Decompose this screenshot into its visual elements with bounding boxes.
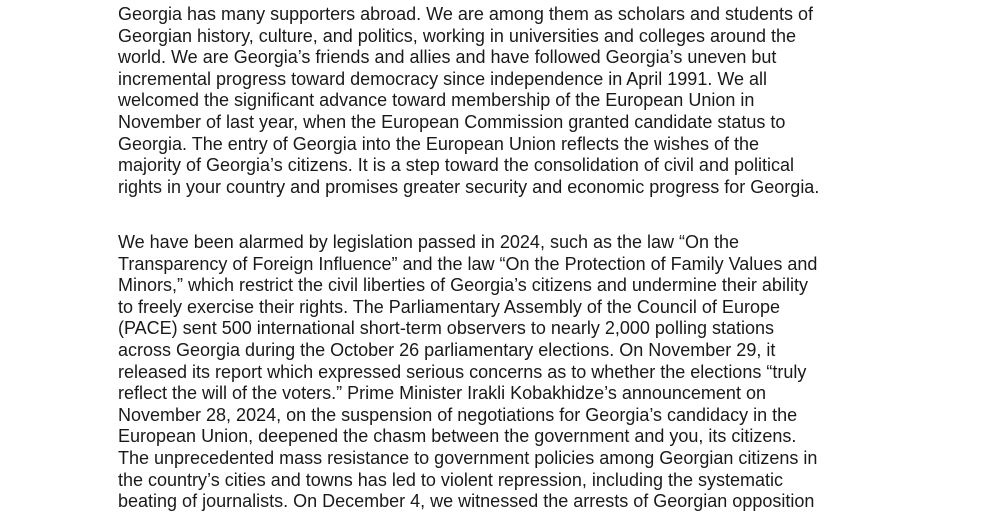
text-line: the country’s cities and towns has led to violent repression, including the systematic [118,469,784,490]
text-line: (PACE) sent 500 international short-term observers to nearly 2,000 polling stations [118,318,774,339]
text-line: European Union, deepened the chasm between the government and you, its citizens. [118,426,797,447]
text-line: across Georgia during the October 26 parliamentary elections. On November 29, it [118,339,776,360]
text-line: Minors,” which restrict the civil liberties of Georgia’s citizens and undermine their ability [118,275,808,296]
text-line: Georgia has many supporters abroad. We are among them as scholars and students of [118,4,814,24]
text-line: November of last year, when the European Commission granted candidate status to [118,111,786,132]
text-line: incremental progress toward democracy since independence in April 1991. We all [118,68,768,89]
text-line: Georgia. The entry of Georgia into the European Union reflects the wishes of the [118,133,760,154]
text-line: to freely exercise their rights. The Parliamentary Assembly of the Council of Europe [118,296,780,317]
text-line: released its report which expressed serious concerns as to whether the elections “truly [118,361,807,382]
paragraph-legislation-concerns [118,232,988,513]
text-line: majority of Georgia’s citizens. It is a step toward the consolidation of civil and political [118,155,794,176]
text-line: beating of journalists. On December 4, we witnessed the arrests of Georgian opposition [118,491,815,512]
text-line: reflect the will of the voters.” Prime Minister Irakli Kobakhidze’s announcement on [118,383,766,404]
text-line: The unprecedented mass resistance to government policies among Georgian citizens in [118,447,818,468]
text-line: welcomed the significant advance toward membership of the European Union in [118,90,755,111]
text-line: We have been alarmed by legislation passed in 2024, such as the law “On the [118,232,740,252]
text-line: world. We are Georgia’s friends and allies and have followed Georgia’s uneven but [118,47,777,68]
text-line: rights in your country and promises greater security and economic progress for Georgia. [118,176,820,197]
paragraph-supporters-abroad [118,4,988,198]
text-line: Georgian history, culture, and politics, working in universities and colleges around the [118,25,797,46]
text-line: Transparency of Foreign Influence” and the law “On the Protection of Family Values and [118,253,818,274]
text-line: November 28, 2024, on the suspension of negotiations for Georgia’s candidacy in the [118,404,798,425]
